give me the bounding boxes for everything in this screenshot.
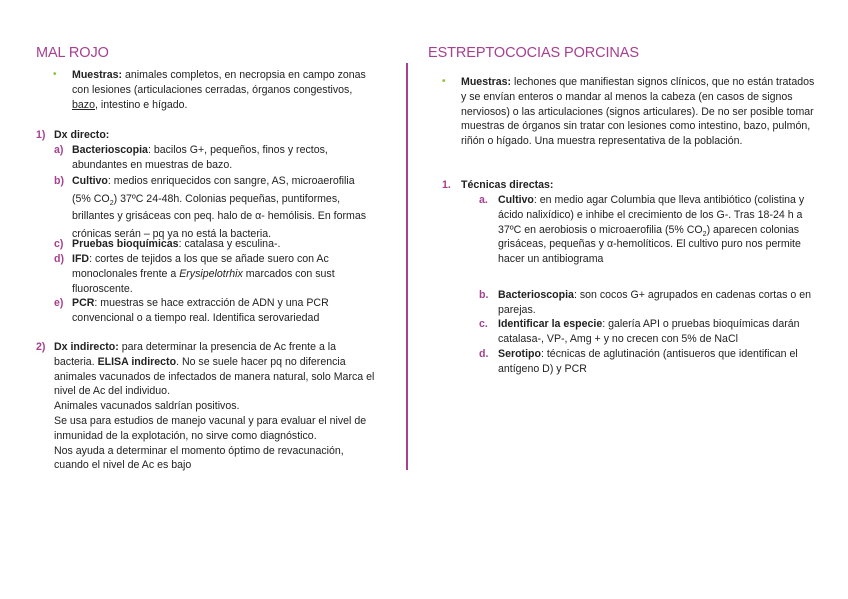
bullet-icon: •	[53, 69, 57, 80]
tecnicas-item-b: b. Bacterioscopia: son cocos G+ agrupados en cadenas cortas o en parejas.	[479, 289, 811, 316]
dx-indirecto: 2) Dx indirecto: para determinar la presencia de Ac frente a la bacteria. ELISA indirecto. No se suele hacer pq no diferencia animales vacunados de infectados de manera natural, solo Marca el nivel de Ac del individuo. Animales vacunados saldrían positivos. Se usa para estudios de manejo vacunal y para evaluar el nivel de inmunidad de la explotación, no sirve como diagnóstico. Nos ayuda a determinar el momento óptimo de revacunación, cuando el nivel de Ac es bajo	[36, 341, 375, 472]
tecnicas-item-c: c. Identificar la especie: galería API o pruebas bioquímicas darán catalasa-, VP-, Amg + y no crecen con 5% de NaCl	[479, 318, 800, 345]
tecnicas-item-d: d. Serotipo: técnicas de aglutinación (antisueros que identifican el antígeno D) y PCR	[479, 348, 798, 375]
dx-directo-item-a: a) Bacterioscopia: bacilos G+, pequeños, finos y rectos, abundantes en muestras de bazo.	[54, 144, 328, 171]
tecnicas-directas-heading: 1. Técnicas directas:	[442, 179, 554, 191]
dx-directo-item-d: d) IFD: cortes de tejidos a los que se añade suero con Ac monoclonales frente a Erysipelotrhix marcados con sust fluoroscente.	[54, 253, 335, 295]
dx-directo-heading: 1) Dx directo:	[36, 129, 110, 141]
column-divider	[406, 63, 408, 470]
estreptococias-muestras: • Muestras: lechones que manifiestan signos clínicos, que no están tratados y se envían enteros o mandar al menos la cabeza (en casos de signos nerviosos) o las articulaciones (signos articulares). De no ser posible tomar muestras de órganos sin tratar con lesiones como intestino, bazo, pulmón, riñón o hígado. Una muestra representativa de la población.	[442, 76, 815, 148]
dx-directo-item-b: b) Cultivo: medios enriquecidos con sangre, AS, microaerofilia (5% $CO_2$) 37ºC 24-48h. Colonias pequeñas, puntiformes, brillantes y grisáceas con peq. halo de α- hemólisis. En formas crónicas serán – pq ya no está la bacteria.	[54, 175, 367, 240]
bullet-icon: •	[442, 76, 446, 87]
dx-directo-item-e: e) PCR: muestras se hace extracción de ADN y una PCR convencional o a tiempo real. Identifica serovariedad	[54, 297, 329, 324]
mal-rojo-muestras: • Muestras: animales completos, en necropsia en campo zonas con lesiones (articulaciones cerradas, órganos congestivos, bazo, intestino e hígado.	[53, 69, 366, 111]
mal-rojo-title: MAL ROJO	[36, 45, 109, 61]
dx-directo-item-c: c) Pruebas bioquímicas: catalasa y esculina-.	[54, 238, 281, 250]
dx-indirecto-line: Se usa para estudios de manejo vacunal y para evaluar el nivel de inmunidad de la explotación, no sirve como diagnóstico.	[54, 414, 367, 442]
dx-indirecto-line: Animales vacunados saldrían positivos.	[54, 400, 240, 413]
estreptococias-title: ESTREPTOCOCIAS PORCINAS	[428, 45, 639, 61]
dx-indirecto-line: Nos ayuda a determinar el momento óptimo de revacunación, cuando el nivel de Ac es bajo	[54, 444, 344, 472]
tecnicas-item-a: a. Cultivo: en medio agar Columbia que lleva antibiótico (colistina y ácido nalixídico) e inhibe el crecimiento de los G-. Tras 18-24 h a 37ºC en aerobiosis o microaerofilia (5% $CO_2$) aparecen colonias grisáceas, pequeñas y α-hemolíticos. El cultivo puro nos permite hacer un antibiograma	[479, 194, 805, 266]
